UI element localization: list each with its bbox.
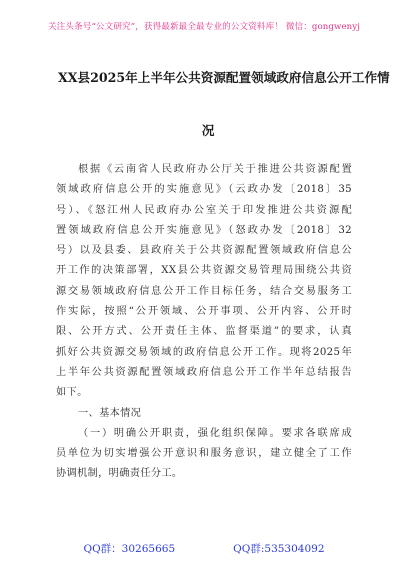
paragraph-line: （一）明确公开职责，强化组织保障。要求各联席成 bbox=[78, 427, 352, 439]
paragraph-line: 协调机制，明确责任分工。 bbox=[56, 468, 183, 480]
document-title-line-2: 况 bbox=[201, 123, 215, 138]
paragraph-line: 源交易领域政府信息公开工作目标任务，结合交易服务工 bbox=[56, 285, 352, 297]
paragraph-line: 开工作的决策部署，XX县公共资源交易管理局围绕公共资 bbox=[56, 265, 352, 277]
paragraph-line: 如下。 bbox=[56, 387, 88, 399]
footer-contact bbox=[0, 541, 408, 556]
document-body bbox=[56, 160, 352, 485]
paragraph-line: 员单位为切实增强公开意识和服务意识，建立健全了工作 bbox=[56, 448, 352, 460]
paragraph-line: 领域政府信息公开的实施意见》（云政办发〔2018〕35 bbox=[56, 184, 352, 196]
paragraph-line: 作实际，按照“公开领域、公开事项、公开内容、公开时 bbox=[56, 306, 352, 318]
paragraph-line: 置领域政府信息公开实施意见》（怒政办发〔2018〕32 bbox=[56, 224, 352, 236]
paragraph-line: 号）以及县委、县政府关于公共资源配置领域政府信息公 bbox=[56, 245, 352, 257]
header-banner: 关注头条号“公文研究”，获得最新最全最专业的公文资料库！ 微信：gongwenyj bbox=[47, 22, 361, 32]
section-heading: 一、基本情况 bbox=[78, 407, 142, 419]
paragraph-line: 号）、《怒江州人民政府办公室关于印发推进公共资源配 bbox=[56, 204, 352, 216]
paragraph-line: 抓好公共资源交易领域的政府信息公开工作。现将2025年 bbox=[56, 346, 352, 358]
paragraph-line: 上半年公共资源配置领域政府信息公开工作半年总结报告 bbox=[56, 366, 352, 378]
footer-qq-group-2: QQ群:535304092 bbox=[233, 543, 325, 555]
document-title-line-1: XX县2025年上半年公共资源配置领域政府信息公开工作情 bbox=[58, 70, 390, 85]
footer-qq-group-1: QQ群：30265665 bbox=[83, 543, 176, 555]
paragraph-line: 根据《云南省人民政府办公厅关于推进公共资源配置 bbox=[78, 164, 352, 175]
paragraph-line: 限、公开方式、公开责任主体、监督渠道”的要求，认真 bbox=[56, 326, 352, 338]
